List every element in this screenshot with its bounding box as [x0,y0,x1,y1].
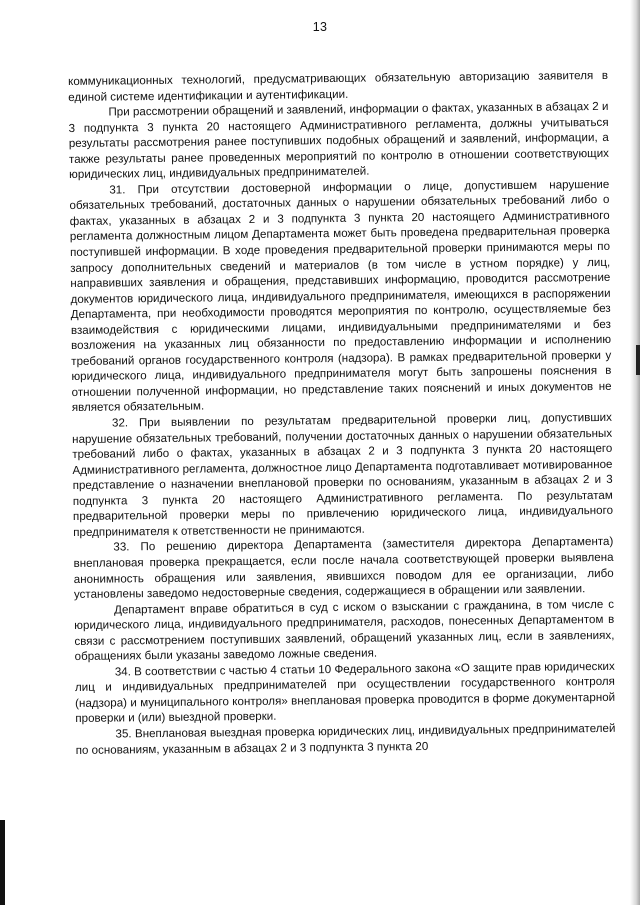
scan-artifact-left [0,820,5,905]
paragraph-continuation: коммуникационных технологий, предусматривающих обязательную авторизацию заявителя в единой системе идентификации и аутентификации. [68,68,609,104]
scan-shadow-edge [630,0,640,905]
scan-artifact-right [636,345,640,375]
paragraph-item-33: 33. По решению директора Департамента (заместителя директора Департамента) внеплановая проверка прекращается, если после начала соответствующей проверки выявлена анонимность обращения или заявления, явившихся поводом для ее организации, либо установлены заведомо недостоверные сведения, содержащиеся в обращении или заявлении. [73,535,614,602]
document-body [68,68,616,758]
paragraph-item-31: 31. При отсутствии достоверной информации о лице, допустившем нарушение обязательных требований, достаточных данных о нарушении обязательных требований либо о фактах, указанных в абзацах 2 и 3 подпункта 3 пункта 20 настоящего Административного регламента должностным лицом Департамента может быть проведена предварительная проверка поступившей информации. В ходе проведения предварительной проверки принимаются меры по запросу дополнительных сведений и материалов (в том числе в устном порядке) у лиц, направивших заявления и обращения, представивших информацию, проводится рассмотрение документов юридического лица, индивидуального предпринимателя, имеющихся в распоряжении Департамента, при необходимости проводятся мероприятия по контролю, осуществляемые без взаимодействия с юридическими лицами, индивидуальными предпринимателями и без возложения на указанных лиц обязанности по предоставлению информации и исполнению требований органов государственного контроля (надзора). В рамках предварительной проверки у юридического лица, индивидуального предпринимателя могут быть запрошены пояснения в отношении полученной информации, но представление таких пояснений и иных документов не является обязательным. [69,177,612,415]
paragraph-item-34: 34. В соответствии с частью 4 статьи 10 Федерального закона «О защите прав юридических лиц и индивидуальных предпринимателей при осуществлении государственного контроля (надзора) и муниципального контроля» внеплановая проверка проводится в форме документарной проверки и (или) выездной проверки. [74,659,616,726]
paragraph-consideration-rules: При рассмотрении обращений и заявлений, информации о фактах, указанных в абзацах 2 и 3 подпункта 3 пункта 20 настоящего Административного регламента, должны учитываться результаты рассмотрения ранее поступивших подобных обращений и заявлений, информации, а также результаты ранее проведенных мероприятий по контролю в отношении соответствующих юридических лиц, индивидуальных предпринимателей. [68,99,610,182]
paragraph-item-35: 35. Внеплановая выездная проверка юридических лиц, индивидуальных предпринимателей по основаниям, указанным в абзацах 2 и 3 подпункта 3 пункта 20 [75,721,616,757]
paragraph-court-claim: Департамент вправе обратиться в суд с иском о взыскании с гражданина, в том числе с юридического лица, индивидуального предпринимателя, расходов, понесенных Департаментом в связи с рассмотрением поступивших заявлений, обращений указанных лиц, если в заявлениях, обращениях были указаны заведомо ложные сведения. [74,597,615,664]
page-number: 13 [312,20,328,34]
paragraph-item-32: 32. При выявлении по результатам предварительной проверки лиц, допустивших нарушение обязательных требований, получении достаточных данных о нарушении обязательных требований либо о фактах, указанных в абзацах 2 и 3 подпункта 3 пункта 20 настоящего Административного регламента, должностное лицо Департамента подготавливает мотивированное представление о назначении внеплановой проверки по основаниям, указанным в абзацах 2 и 3 подпункта 3 пункта 20 настоящего Административного регламента. По результатам предварительной проверки меры по привлечению юридического лица, индивидуального предпринимателя к ответственности не принимаются. [72,410,614,539]
